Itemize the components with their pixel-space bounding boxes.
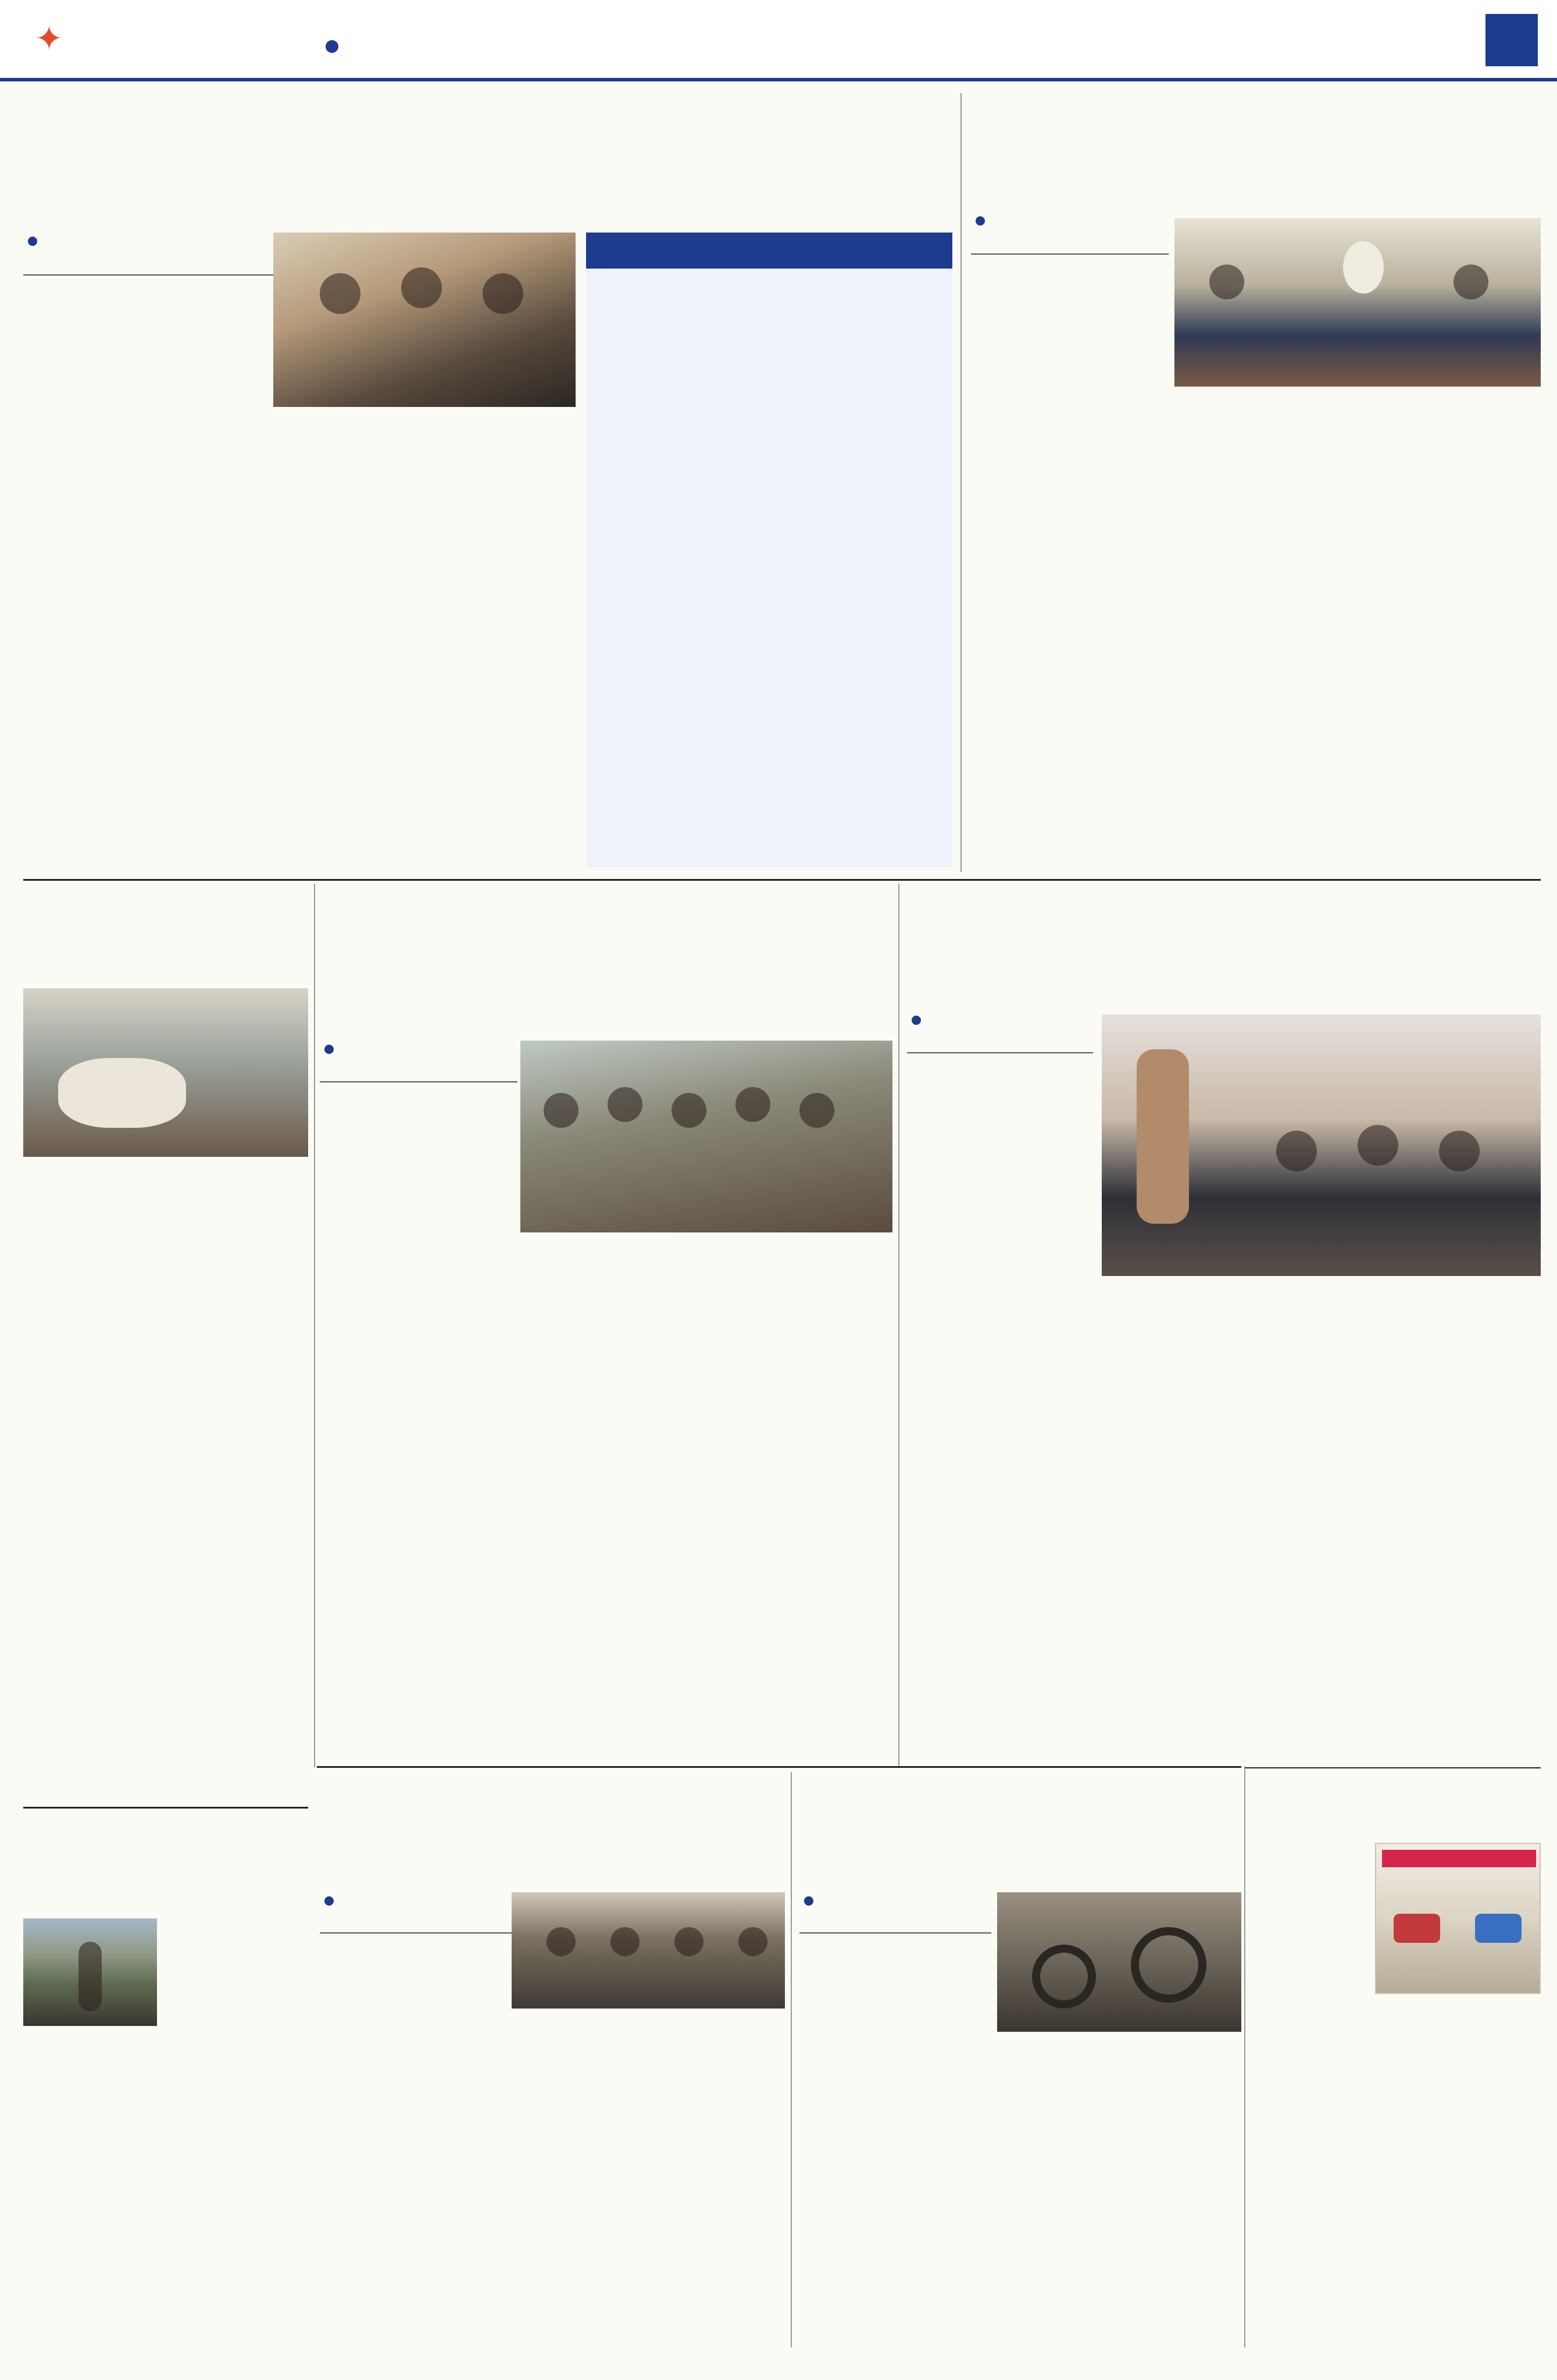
brief1-photo-cow [23,988,308,1157]
story3-photo-retirees [520,1041,892,1232]
story3-email [320,1062,517,1082]
bullet-icon [804,1896,813,1906]
story3-column-2 [520,1241,701,1753]
story2-headline[interactable] [971,96,1541,218]
story1-box-column-1 [592,277,766,858]
story3-column-3 [709,1241,892,1753]
story5-column-1 [320,1938,506,2345]
story6-column-2 [997,2038,1241,2346]
story4-column-2 [1102,1285,1311,1756]
story1-byline [23,233,279,252]
story7-poster [1375,1843,1541,1994]
story7-body-bottom [1253,2081,1541,2343]
story3-byline [320,1041,517,1060]
story1-email [23,255,279,276]
newspaper-logo[interactable] [35,19,63,58]
story7-body-top [1253,1843,1369,2075]
brief2-photo-sword [23,1918,157,2026]
story1-headline[interactable] [23,93,954,227]
story1-column-2 [273,416,416,863]
website-link[interactable] [326,36,343,55]
bullet-icon [324,1896,334,1906]
brief2-body-bottom [23,2032,308,2340]
story1-column-3 [422,416,576,863]
brief2-body-top [23,1875,308,1916]
story2-photo-tribute [1174,218,1541,387]
story7-poster-title [1382,1850,1536,1867]
story3-kicker [320,885,890,917]
story1-box-title [586,233,952,269]
bullet-icon [912,1016,921,1025]
story3-headline[interactable] [320,919,890,1035]
story5-photo-strike [512,1892,785,2009]
brief1-headline[interactable] [23,925,308,984]
story5-email [320,1913,517,1934]
story4-photo-classroom [1102,1014,1541,1276]
brief2-body-side [163,1918,308,2029]
story2-column-2 [1174,395,1349,872]
story5-headline[interactable] [320,1773,785,1889]
story2-column-3 [1358,395,1541,872]
news-brief-label [23,885,279,920]
story7-headline[interactable] [1253,1773,1541,1837]
bullet-icon [976,216,985,226]
story6-column-1 [799,1938,988,2345]
story4-headline[interactable] [907,889,1541,1006]
story6-photo-bike-parts [997,1892,1241,2032]
story5-column-2 [512,2014,785,2346]
story1-photo-award [273,233,576,407]
story2-column-1 [971,259,1169,870]
story1-box-column-2 [773,277,948,858]
story2-email [971,234,1169,255]
story4-email [907,1032,1093,1053]
story5-byline [320,1892,517,1912]
bullet-icon [324,1045,334,1054]
globe-icon [326,40,338,53]
story4-column-3 [1320,1285,1541,1756]
story3-column-1 [320,1087,512,1750]
story4-column-1 [907,1058,1093,1756]
logo-separator-icon: ✦ [35,19,63,58]
story6-email [799,1913,991,1934]
story6-byline [799,1892,991,1912]
story2-byline [971,212,1169,232]
story1-column-1 [23,283,262,864]
page-number [1485,14,1538,66]
story4-byline [907,1012,1093,1031]
brief2-headline[interactable] [23,1807,308,1865]
bullet-icon [28,237,37,246]
masthead [0,0,1557,81]
brief1-body [23,1164,308,1809]
story6-headline[interactable] [799,1773,1241,1889]
